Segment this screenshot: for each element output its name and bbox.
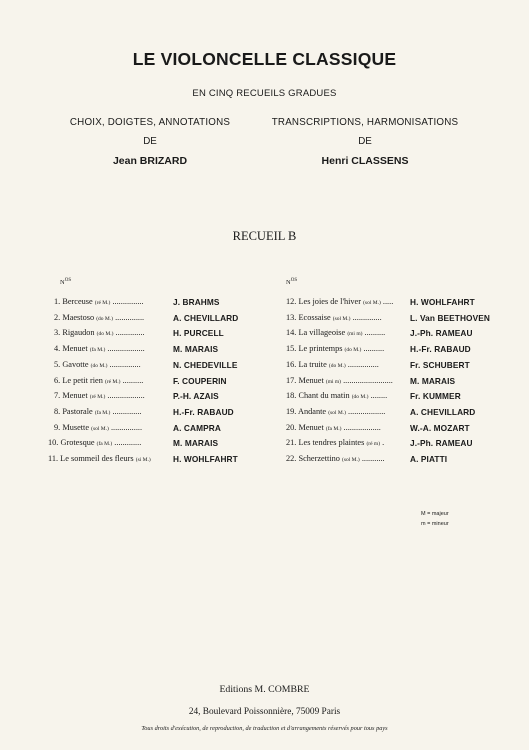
piece-key: (mi m)	[325, 378, 342, 385]
piece-number: 5.	[54, 359, 61, 369]
piece-title: Menuet	[62, 391, 88, 401]
piece-leader: ..........	[364, 328, 386, 338]
piece-composer: M. MARAIS	[410, 375, 456, 386]
piece-composer: W.-A. MOZART	[410, 422, 470, 433]
rights-notice: Tous droits d'exécution, de reproduction, de traduction et d'arrangements réservés pour tous pays	[141, 725, 388, 732]
piece-title: Grotesque	[60, 438, 95, 448]
piece-title: Les tendres plaintes	[298, 438, 365, 448]
piece-title-group	[48, 436, 141, 451]
piece-leader: ..................	[107, 391, 145, 401]
piece-number: 9.	[54, 422, 61, 432]
piece-key: (do M.)	[96, 315, 114, 322]
piece-row	[50, 311, 270, 325]
piece-number: 4.	[54, 344, 61, 354]
piece-key: (fa M.)	[96, 441, 113, 448]
piece-key: (ré m)	[366, 441, 381, 448]
piece-row	[286, 358, 506, 372]
piece-title-group	[54, 311, 144, 326]
piece-leader: ........................	[343, 375, 393, 385]
piece-row	[50, 295, 270, 309]
piece-title-group	[286, 311, 382, 326]
piece-leader: ...............	[109, 359, 141, 369]
piece-title: Berceuse	[62, 297, 93, 306]
piece-title: Menuet	[62, 344, 88, 354]
piece-number: 16.	[286, 359, 297, 369]
piece-row	[286, 374, 506, 388]
publisher-name: Editions M. COMBRE	[219, 684, 310, 695]
credit-left-line: CHOIX, DOIGTES, ANNOTATIONS	[69, 117, 231, 128]
piece-title-group	[286, 452, 385, 467]
piece-title: Le sommeil des fleurs	[60, 454, 134, 463]
piece-number: 2.	[54, 312, 61, 322]
piece-row	[50, 421, 270, 435]
piece-row	[50, 358, 270, 372]
piece-composer: N. CHEDEVILLE	[173, 359, 238, 370]
piece-row	[286, 295, 506, 309]
piece-title-group	[54, 421, 142, 436]
piece-composer: J.-Ph. RAMEAU	[410, 328, 473, 339]
piece-title: Le petit rien	[62, 375, 103, 385]
piece-leader: ..................	[343, 422, 381, 432]
piece-title: Gavotte	[62, 359, 89, 369]
piece-title: Maestoso	[62, 312, 95, 322]
piece-title-group	[286, 389, 387, 404]
piece-title: Menuet	[298, 375, 324, 385]
piece-number: 12.	[286, 297, 297, 306]
piece-leader: ..................	[107, 344, 145, 354]
piece-title: Menuet	[298, 422, 324, 432]
piece-title-group	[286, 295, 393, 310]
piece-number: 1.	[54, 297, 61, 306]
piece-number: 7.	[54, 391, 61, 401]
piece-number: 22.	[286, 454, 297, 463]
piece-row	[286, 311, 506, 325]
publisher-address: 24, Boulevard Poissonnière, 75009 Paris	[188, 707, 341, 717]
piece-title: Ecossaise	[298, 312, 331, 322]
piece-composer: H. WOHLFAHRT	[410, 297, 475, 307]
credit-right-name: Henri CLASSENS	[321, 155, 409, 167]
piece-title-group	[286, 326, 385, 341]
piece-composer: A. CAMPRA	[173, 422, 221, 433]
piece-composer: A. CHEVILLARD	[173, 312, 239, 323]
piece-row	[286, 405, 506, 419]
piece-composer: Fr. SCHUBERT	[410, 359, 470, 370]
piece-title: Pastorale	[62, 406, 93, 416]
piece-composer: F. COUPERIN	[173, 375, 227, 386]
piece-title-group	[54, 342, 145, 357]
piece-title-group	[286, 405, 385, 420]
piece-title-group	[286, 374, 393, 389]
piece-leader: ..................	[348, 406, 386, 416]
piece-key: (mi m)	[347, 331, 363, 338]
piece-title-group	[54, 358, 141, 373]
piece-row	[286, 436, 506, 450]
page-title: LE VIOLONCELLE CLASSIQUE	[132, 49, 397, 69]
piece-title-group	[54, 374, 143, 389]
piece-row	[50, 436, 270, 450]
credit-right-de: DE	[358, 136, 372, 147]
nos-label: N	[60, 279, 65, 287]
legend-minor: m = mineur	[421, 521, 449, 527]
piece-leader: ...............	[112, 297, 144, 306]
piece-number: 21.	[286, 438, 297, 448]
piece-row	[286, 326, 506, 340]
piece-row	[50, 389, 270, 403]
piece-composer: M. MARAIS	[173, 344, 219, 355]
piece-title: Rigaudon	[62, 328, 95, 338]
piece-leader: ...............	[347, 359, 379, 369]
piece-key: (sol M.)	[91, 425, 109, 432]
piece-title-group	[54, 295, 144, 310]
piece-title: Les joies de l'hiver	[298, 297, 362, 306]
piece-number: 17.	[286, 375, 297, 385]
piece-composer: H.-Fr. RABAUD	[410, 344, 471, 355]
piece-leader: .............	[114, 438, 142, 448]
piece-key: (do M.)	[96, 331, 114, 338]
piece-leader: ..........	[122, 375, 144, 385]
piece-key: (sol M.)	[342, 457, 360, 463]
nos-heading-right	[286, 278, 297, 286]
piece-title-group	[54, 405, 142, 420]
piece-row	[50, 326, 270, 340]
piece-number: 8.	[54, 406, 61, 416]
piece-key: (fa M.)	[94, 409, 111, 416]
piece-title: La truite	[298, 359, 327, 369]
piece-title: Chant du matin	[298, 391, 350, 401]
piece-title: Andante	[298, 406, 327, 416]
piece-title-group	[286, 436, 384, 451]
piece-leader: ..............	[115, 312, 145, 322]
nos-heading-left	[60, 278, 71, 286]
legend-major: M = majeur	[421, 511, 449, 517]
piece-leader: ..............	[112, 406, 142, 416]
piece-key: (do M.)	[344, 347, 362, 354]
piece-title-group	[286, 342, 384, 357]
piece-title: La villageoise	[298, 328, 346, 338]
credit-right-line: TRANSCRIPTIONS, HARMONISATIONS	[271, 117, 459, 128]
piece-number: 19.	[286, 406, 297, 416]
piece-row	[50, 405, 270, 419]
piece-title-group	[54, 326, 145, 341]
page-subtitle: EN CINQ RECUEILS GRADUES	[192, 88, 337, 99]
piece-composer: H.-Fr. RABAUD	[173, 406, 234, 417]
piece-leader: .....	[382, 297, 394, 306]
piece-title-group	[48, 452, 151, 467]
piece-composer: P.-H. AZAIS	[173, 391, 219, 402]
piece-title: Le printemps	[298, 344, 343, 354]
nos-sup: OS	[290, 278, 298, 283]
piece-number: 6.	[54, 375, 61, 385]
piece-title: Musette	[62, 422, 90, 432]
piece-key: (fa M.)	[89, 347, 106, 354]
piece-leader: ..............	[115, 328, 145, 338]
piece-key: (si M.)	[135, 457, 151, 463]
piece-leader: ...............	[110, 422, 143, 432]
piece-row	[286, 342, 506, 356]
nos-label: N	[286, 279, 291, 287]
piece-number: 10.	[48, 438, 59, 448]
piece-composer: M. MARAIS	[173, 438, 219, 449]
piece-composer: A. CHEVILLARD	[410, 406, 476, 417]
piece-leader: ........	[370, 391, 388, 401]
piece-title-group	[286, 358, 379, 373]
piece-number: 20.	[286, 422, 297, 432]
piece-key: (sol M.)	[332, 315, 351, 322]
recueil-label: RECUEIL B	[232, 229, 297, 243]
piece-composer: H. WOHLFAHRT	[173, 454, 238, 464]
piece-composer: J. BRAHMS	[173, 297, 220, 307]
piece-leader: ..............	[352, 312, 382, 322]
piece-number: 13.	[286, 312, 297, 322]
piece-title-group	[54, 389, 145, 404]
piece-number: 11.	[48, 454, 59, 463]
piece-composer: H. PURCELL	[173, 328, 224, 339]
piece-key: (do M.)	[351, 394, 369, 401]
piece-number: 14.	[286, 328, 297, 338]
piece-leader: .	[382, 438, 385, 448]
piece-title-group	[286, 421, 381, 436]
piece-title: Scherzettino	[298, 454, 340, 463]
piece-leader: ..........	[363, 344, 385, 354]
piece-leader: ...........	[361, 454, 385, 463]
piece-key: (sol M.)	[363, 300, 381, 306]
piece-number: 3.	[54, 328, 61, 338]
piece-row	[50, 374, 270, 388]
piece-key: (ré M.)	[89, 394, 106, 401]
piece-composer: Fr. KUMMER	[410, 391, 461, 402]
piece-key: (ré M.)	[94, 300, 111, 306]
credit-left-name: Jean BRIZARD	[112, 155, 188, 167]
piece-key: (do M.)	[90, 362, 108, 369]
piece-row	[286, 389, 506, 403]
piece-key: (do M.)	[328, 362, 346, 369]
nos-sup: OS	[64, 278, 72, 283]
piece-key: (sol M.)	[328, 409, 346, 416]
piece-number: 18.	[286, 391, 297, 401]
piece-number: 15.	[286, 344, 297, 354]
piece-key: (fa M.)	[325, 425, 342, 432]
piece-row	[50, 342, 270, 356]
piece-row	[286, 421, 506, 435]
piece-row	[286, 452, 506, 466]
piece-key: (ré M.)	[104, 378, 121, 385]
credit-left-de: DE	[143, 136, 157, 147]
piece-composer: A. PIATTI	[410, 454, 448, 464]
piece-row	[50, 452, 270, 466]
piece-composer: J.-Ph. RAMEAU	[410, 438, 473, 449]
piece-composer: L. Van BEETHOVEN	[410, 312, 490, 323]
